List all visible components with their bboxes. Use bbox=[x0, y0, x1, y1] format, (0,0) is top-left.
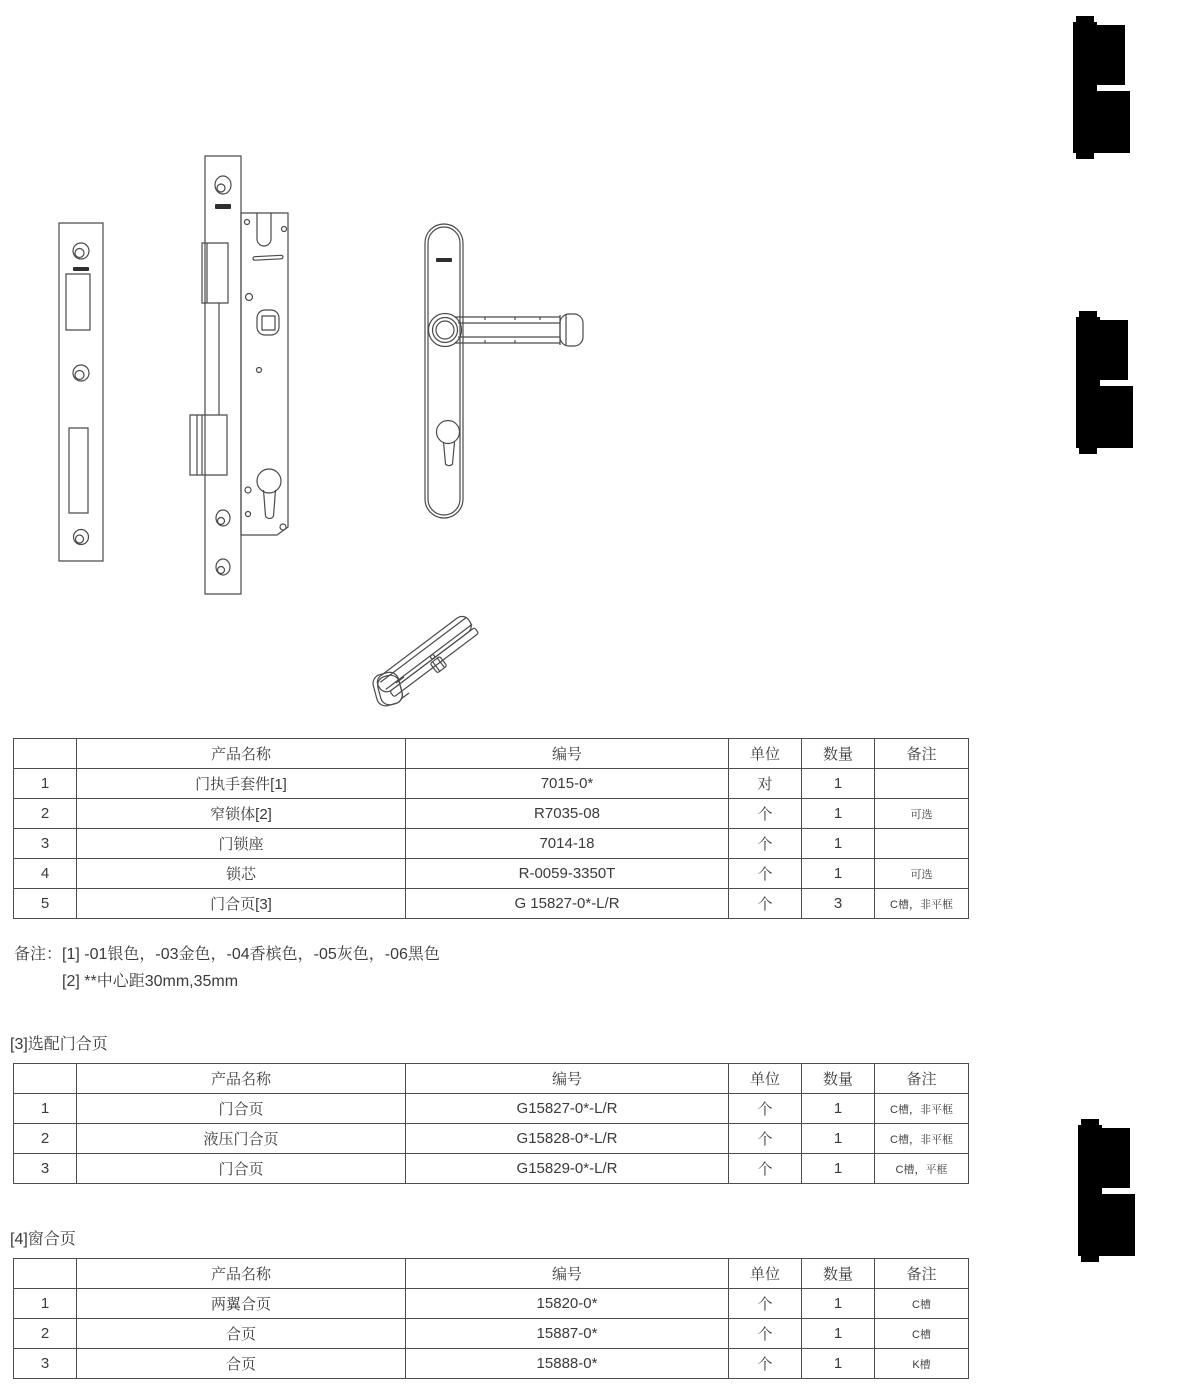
window-hinges-table bbox=[13, 1258, 969, 1379]
brand-logo-mark bbox=[215, 204, 231, 209]
table-cell: 可选 bbox=[875, 859, 969, 889]
table-cell: G 15827-0*-L/R bbox=[406, 889, 729, 919]
header-cell bbox=[14, 1259, 77, 1289]
header-cell: 编号 bbox=[406, 1259, 729, 1289]
table-row bbox=[14, 1094, 969, 1124]
table-cell: C槽，非平框 bbox=[875, 1124, 969, 1154]
table-cell: 个 bbox=[729, 859, 802, 889]
table-cell: C槽，非平框 bbox=[875, 889, 969, 919]
table-cell: 1 bbox=[14, 1094, 77, 1124]
table-cell: 5 bbox=[14, 889, 77, 919]
table-cell: 3 bbox=[14, 1349, 77, 1379]
hinge-drawing-middle bbox=[1068, 310, 1158, 455]
table-cell: 合页 bbox=[77, 1349, 406, 1379]
table-row bbox=[14, 1349, 969, 1379]
table-row bbox=[14, 1124, 969, 1154]
section-label-door-hinges: [3]选配门合页 bbox=[10, 1036, 108, 1053]
door-hinges-table bbox=[13, 1063, 969, 1184]
header-cell: 编号 bbox=[406, 739, 729, 769]
table-cell: 个 bbox=[729, 1154, 802, 1184]
table-cell: 1 bbox=[802, 799, 875, 829]
table-cell: C槽 bbox=[875, 1289, 969, 1319]
table-cell: 7015-0* bbox=[406, 769, 729, 799]
table-cell: G15828-0*-L/R bbox=[406, 1124, 729, 1154]
table-row bbox=[14, 799, 969, 829]
table-cell: C槽，平框 bbox=[875, 1154, 969, 1184]
table-cell: 合页 bbox=[77, 1319, 406, 1349]
table-cell: 门合页 bbox=[77, 1154, 406, 1184]
table-cell: 1 bbox=[802, 1349, 875, 1379]
table-cell: 个 bbox=[729, 1289, 802, 1319]
hinge-drawing-bottom bbox=[1070, 1118, 1160, 1263]
header-cell bbox=[14, 739, 77, 769]
lock-cylinder-drawing bbox=[363, 595, 511, 717]
table-cell: 窄锁体[2] bbox=[77, 799, 406, 829]
table-row bbox=[14, 829, 969, 859]
table-cell: 7014-18 bbox=[406, 829, 729, 859]
strike-plate-drawing bbox=[58, 222, 104, 562]
table-cell: 1 bbox=[14, 769, 77, 799]
notes-label: 备注： bbox=[14, 946, 63, 963]
table-cell: 15820-0* bbox=[406, 1289, 729, 1319]
table-cell bbox=[875, 829, 969, 859]
table-cell: 1 bbox=[802, 769, 875, 799]
table-cell: 3 bbox=[14, 1154, 77, 1184]
handle-set-drawing bbox=[420, 222, 590, 522]
table-cell: R7035-08 bbox=[406, 799, 729, 829]
table-cell: 个 bbox=[729, 1349, 802, 1379]
header-row bbox=[14, 739, 969, 769]
table-cell: 个 bbox=[729, 829, 802, 859]
header-cell: 数量 bbox=[802, 1064, 875, 1094]
table-cell: 1 bbox=[802, 1289, 875, 1319]
table-cell: 门执手套件[1] bbox=[77, 769, 406, 799]
table-cell bbox=[875, 769, 969, 799]
header-row bbox=[14, 1064, 969, 1094]
table-cell: 对 bbox=[729, 769, 802, 799]
table-cell: G15827-0*-L/R bbox=[406, 1094, 729, 1124]
table-row bbox=[14, 769, 969, 799]
table-cell: 2 bbox=[14, 799, 77, 829]
header-cell: 备注 bbox=[875, 1259, 969, 1289]
section-label-window-hinges: [4]窗合页 bbox=[10, 1231, 76, 1248]
header-cell: 单位 bbox=[729, 1064, 802, 1094]
table-cell: 1 bbox=[14, 1289, 77, 1319]
table-cell: 3 bbox=[802, 889, 875, 919]
table-row bbox=[14, 1154, 969, 1184]
table-cell: 个 bbox=[729, 799, 802, 829]
header-cell: 备注 bbox=[875, 1064, 969, 1094]
table-cell: 3 bbox=[14, 829, 77, 859]
lock-body-drawing bbox=[189, 155, 289, 595]
header-cell: 备注 bbox=[875, 739, 969, 769]
header-cell: 单位 bbox=[729, 739, 802, 769]
header-cell: 编号 bbox=[406, 1064, 729, 1094]
table-row bbox=[14, 1289, 969, 1319]
hinge-drawing-top bbox=[1065, 15, 1155, 160]
table-cell: 两翼合页 bbox=[77, 1289, 406, 1319]
table-cell: R-0059-3350T bbox=[406, 859, 729, 889]
table-cell: 1 bbox=[802, 859, 875, 889]
header-cell: 产品名称 bbox=[77, 1064, 406, 1094]
table-cell: 个 bbox=[729, 889, 802, 919]
header-cell: 数量 bbox=[802, 739, 875, 769]
table-cell: 门合页[3] bbox=[77, 889, 406, 919]
table-cell: 可选 bbox=[875, 799, 969, 829]
table-cell: 门锁座 bbox=[77, 829, 406, 859]
table-cell: 15887-0* bbox=[406, 1319, 729, 1349]
table-cell: 2 bbox=[14, 1124, 77, 1154]
table-cell: 1 bbox=[802, 1094, 875, 1124]
note-line-1: [1] -01银色，-03金色，-04香槟色，-05灰色，-06黑色 bbox=[62, 946, 440, 963]
header-row bbox=[14, 1259, 969, 1289]
table-cell: 个 bbox=[729, 1094, 802, 1124]
table-cell: 液压门合页 bbox=[77, 1124, 406, 1154]
notes-block bbox=[14, 941, 440, 995]
brand-logo-mark bbox=[436, 258, 452, 262]
note-line-2: [2] **中心距30mm,35mm bbox=[62, 973, 239, 990]
table-row bbox=[14, 859, 969, 889]
table-cell: K槽 bbox=[875, 1349, 969, 1379]
table-cell: 个 bbox=[729, 1124, 802, 1154]
table-cell: C槽，非平框 bbox=[875, 1094, 969, 1124]
table-cell: 4 bbox=[14, 859, 77, 889]
header-cell: 单位 bbox=[729, 1259, 802, 1289]
table-cell: C槽 bbox=[875, 1319, 969, 1349]
table-cell: 1 bbox=[802, 829, 875, 859]
header-cell bbox=[14, 1064, 77, 1094]
header-cell: 数量 bbox=[802, 1259, 875, 1289]
table-cell: 锁芯 bbox=[77, 859, 406, 889]
table-cell: 个 bbox=[729, 1319, 802, 1349]
table-cell: G15829-0*-L/R bbox=[406, 1154, 729, 1184]
table-cell: 2 bbox=[14, 1319, 77, 1349]
header-cell: 产品名称 bbox=[77, 739, 406, 769]
header-cell: 产品名称 bbox=[77, 1259, 406, 1289]
table-row bbox=[14, 1319, 969, 1349]
table-cell: 15888-0* bbox=[406, 1349, 729, 1379]
table-cell: 门合页 bbox=[77, 1094, 406, 1124]
brand-logo-mark bbox=[73, 267, 89, 271]
table-cell: 1 bbox=[802, 1154, 875, 1184]
table-row bbox=[14, 889, 969, 919]
table-cell: 1 bbox=[802, 1319, 875, 1349]
parts-table bbox=[13, 738, 969, 919]
table-cell: 1 bbox=[802, 1124, 875, 1154]
